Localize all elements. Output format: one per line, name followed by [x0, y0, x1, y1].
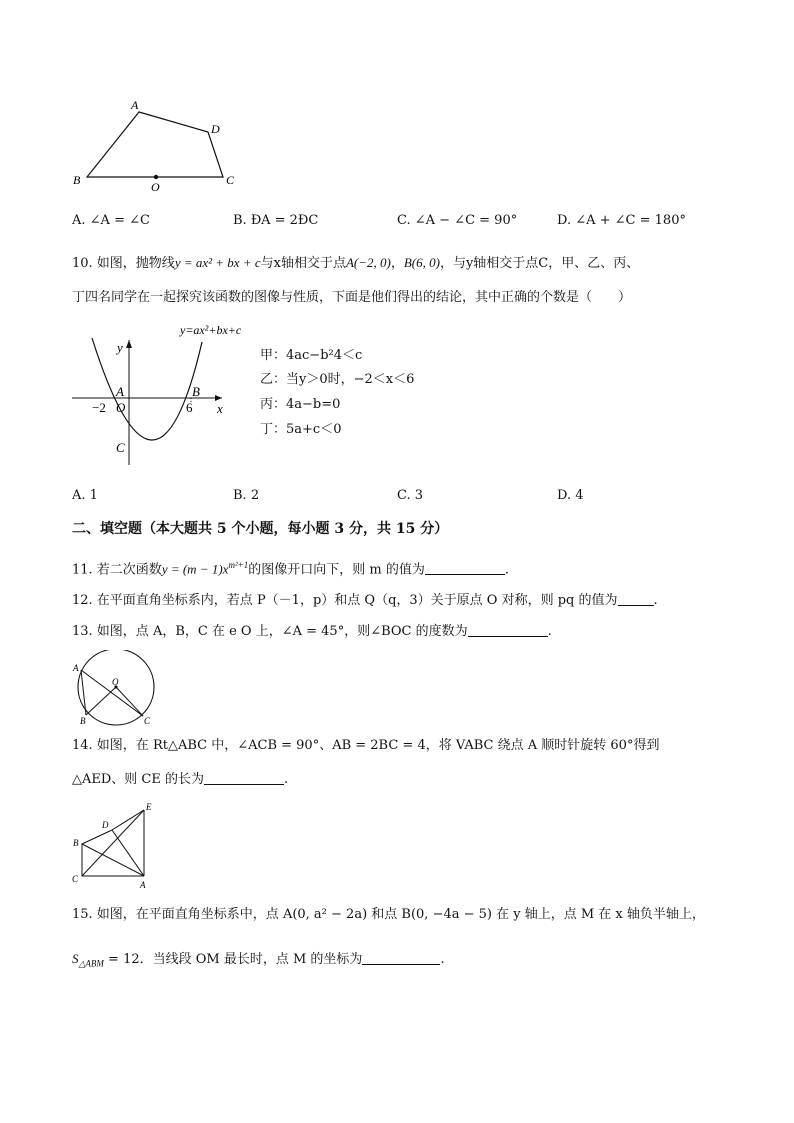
q12-answer-blank[interactable]: [618, 592, 654, 606]
label-b: B: [73, 173, 81, 187]
q10-parabola-graph: [60, 320, 260, 470]
q12-text: 12. 在平面直角坐标系内，若点 P（－1，p）和点 Q（q，3）关于原点 O 对称，则 pq 的值为: [72, 593, 618, 608]
q13-label-c: C: [144, 716, 151, 726]
q10-option-a: A. 1: [72, 488, 98, 503]
q15-answer-blank[interactable]: [362, 951, 440, 965]
q10-line1: [72, 254, 639, 273]
q13: [72, 623, 552, 641]
axis-y-label: y: [117, 340, 123, 355]
q10-prefix: 10. 如图，抛物线: [72, 256, 175, 271]
q13-label-b: B: [80, 716, 86, 726]
graph-title: y=ax²+bx+c: [180, 323, 242, 337]
q12-end: .: [653, 593, 658, 608]
q15-line2-text: = 12．当线段 OM 最长时，点 M 的坐标为: [103, 952, 363, 967]
section-title: 二、填空题（本大题共 5 个小题，每小题 3 分，共 15 分）: [72, 521, 449, 537]
q11-end: .: [504, 562, 509, 578]
label-o: O: [151, 180, 160, 194]
point-b-label: B: [192, 384, 200, 399]
q15-area-sub: △ABM: [78, 958, 104, 969]
q14-line1: 14. 如图，在 Rt△ABC 中，∠ACB = 90°、AB = 2BC = 4，将 VABC 绕点 A 顺时针旋转 60°得到: [72, 738, 660, 753]
q11-exponent: m²+1: [228, 560, 249, 570]
q9-quadrilateral-figure: [60, 92, 260, 194]
q14-label-a: A: [140, 880, 146, 890]
q13-end: .: [547, 624, 552, 639]
q13-answer-blank[interactable]: [468, 623, 548, 637]
point-a-label: A: [116, 384, 124, 399]
q14-label-b: B: [73, 838, 79, 848]
q15-line2: [72, 950, 445, 973]
tick-neg2: −2: [92, 400, 106, 415]
q13-label-o: O: [112, 677, 119, 687]
q13-text: 13. 如图，点 A，B，C 在 e O 上，∠A = 45°，则∠BOC 的度数为: [72, 624, 468, 639]
q10-equation: y = ax² + bx + c: [174, 255, 261, 270]
q14-label-d: D: [102, 820, 109, 830]
q10-sep: ，: [390, 256, 404, 271]
q14-line2-text: △AED、则 CE 的长为: [72, 772, 204, 787]
q9-option-d: D. ∠A + ∠C = 180°: [557, 213, 686, 228]
origin-label: O: [116, 400, 126, 415]
q11: [72, 556, 509, 579]
point-o-dot: [154, 175, 158, 179]
q11-prefix: 11. 若二次函数: [72, 562, 162, 578]
q15-end: .: [440, 952, 445, 967]
tick-six: 6: [186, 400, 193, 415]
q9-option-b: B. ÐA = 2ÐC: [233, 213, 319, 228]
q11-answer-blank[interactable]: [425, 561, 505, 575]
q10-option-d: D. 4: [557, 488, 584, 503]
q11-suffix: 的图像开口向下，则 m 的值为: [248, 562, 425, 578]
q9-option-a: A. ∠A = ∠C: [72, 213, 150, 228]
q10-suffix: ，与y轴相交于点C，甲、乙、丙、: [439, 256, 640, 271]
q14-end: .: [284, 772, 289, 787]
q14-label-e: E: [146, 802, 152, 812]
q10-point-a: A(−2, 0): [345, 255, 391, 270]
label-d: D: [211, 122, 220, 136]
q10-mid: 与x轴相交于点: [260, 256, 346, 271]
q15-area-symbol: S: [72, 951, 79, 966]
q12: [72, 592, 658, 610]
q15-line1: 15. 如图，在平面直角坐标系中，点 A(0, a² − 2a) 和点 B(0, −4a − 5) 在 y 轴上，点 M 在 x 轴负半轴上，: [72, 907, 705, 922]
conclusion-jia: 甲：4ac−b²4＜c: [260, 348, 363, 363]
conclusion-yi: 乙：当y＞0时，−2＜x＜6: [260, 372, 415, 387]
q9-option-c: C. ∠A − ∠C = 90°: [397, 213, 518, 228]
q11-equation: y = (m − 1)x: [161, 561, 229, 577]
q13-circle-figure: [66, 650, 166, 726]
conclusion-ding: 丁：5a+c＜0: [260, 422, 342, 437]
label-a: A: [131, 98, 139, 112]
point-c-label: C: [116, 440, 125, 455]
parabola-curve: [92, 338, 202, 440]
q10-option-c: C. 3: [397, 488, 424, 503]
q10-point-b: B(6, 0): [403, 255, 440, 270]
q14-triangle-figure: [66, 798, 166, 890]
q14-answer-blank[interactable]: [204, 771, 284, 785]
q14-label-c: C: [72, 874, 79, 884]
q13-label-a: A: [73, 663, 79, 673]
axis-x-label: x: [217, 401, 223, 416]
label-c: C: [226, 173, 235, 187]
conclusion-bing: 丙：4a−b=0: [260, 397, 341, 412]
q10-line2: 丁四名同学在一起探究该函数的图像与性质，下面是他们得出的结论，其中正确的个数是（ ）: [72, 290, 632, 305]
q14-line2: [72, 771, 288, 789]
q10-option-b: B. 2: [233, 488, 260, 503]
